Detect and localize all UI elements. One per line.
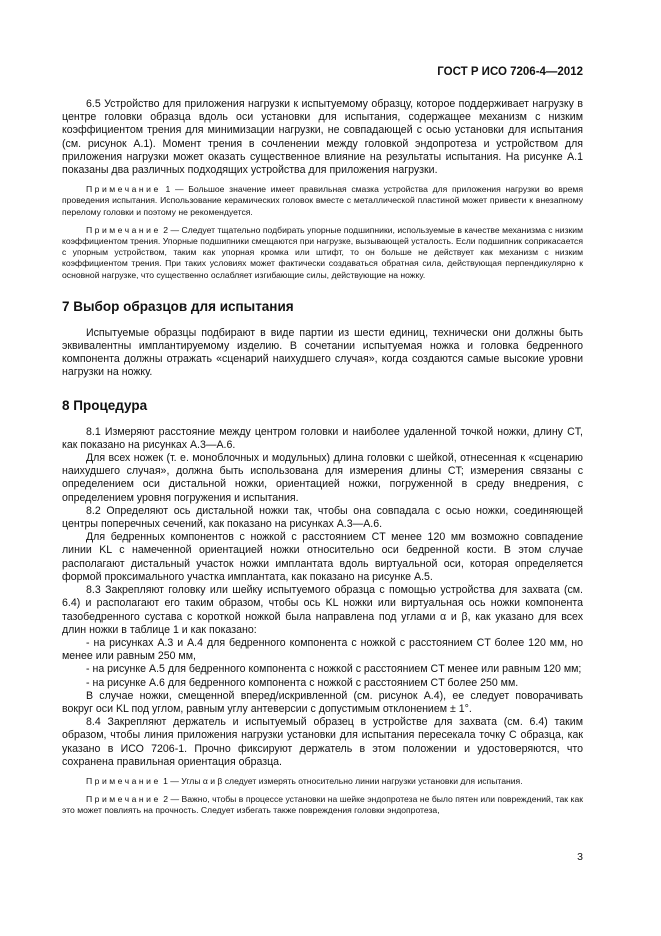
paragraph-7: Испытуемые образцы подбирают в виде партии из шести единиц, технически они должны быть эквивалентны имплантируемому изделию. В сочетании испытуемая ножка и головка бедренного компонента должны отражать «сценарий наихудшего случая», когда создаются самые высокие уровни нагрузки на ножку. [62,326,583,379]
paragraph-8-2-b: Для бедренных компонентов с ножкой с расстоянием CT менее 120 мм возможно совпадение линии KL с намеченной ориентацией ножки относительно оси бедренной кости. В этом случае располагают дистальный участок ножки имплантата вдоль виртуальной оси, которая определяется формой проксимального участка имплантата, как показано на рисунке А.5. [62,531,583,583]
note-text: 1 — Углы α и β следует измерять относительно линии нагрузки установки для испытания. [163,775,523,786]
note-1 [62,184,583,218]
paragraph-8-1: 8.1 Измеряют расстояние между центром головки и наиболее удаленной точкой ножки, длину CT, как показано на рисунках А.3—А.6. [62,425,583,451]
list-item: - на рисунке А.6 для бедренного компонента с ножкой с расстоянием CT более 250 мм. [86,676,519,689]
paragraph-8-3-b: В случае ножки, смещенной вперед/искривленной (см. рисунок А.4), ее следует поворачивать вокруг оси KL под углом, равным углу антеверсии с допустимым отклонением ± 1°. [62,689,583,715]
page-body [62,98,583,817]
section-8-heading: 8 Процедура [62,397,148,413]
document-header: ГОСТ Р ИСО 7206-4—2012 [437,66,583,78]
note-text: 2 — Важно, чтобы в процессе установки на шейке эндопротеза не было пятен или повреждений, так как это может повлиять на прочность. Следует избегать также повреждения головки эндопротеза, [62,794,584,816]
paragraph-6-5: 6.5 Устройство для приложения нагрузки к испытуемому образцу, которое поддерживает нагрузку в центре головки образца вдоль оси установки для испытания, содержащее механизм с низким коэффициентом трения для минимизации нагрузки, не совпадающей с осью установки для испытания (см. рисунок А.1). Момент трения в сочленении между головкой эндопротеза и устройством для приложения нагрузки может оказать существенное влияние на результаты испытания. На рисунке А.1 показаны два различных подходящих устройства для приложения нагрузки. [62,98,583,177]
note-2 [62,225,583,281]
note-text: 2 — Следует тщательно подбирать упорные подшипники, используемые в качестве механизма с низким коэффициентом трения. Упорные подшипники смещаются при нагрузке, вызывающей усталость. Если подшипник соприкасается с упорным устройством, таким как упорная кромка или штифт, то он больше не действует как механизм с низким коэффициентом трения. При таких условиях может фактически создаваться обратная сила, действующая перпендикулярно к основной нагрузке, что существенно ослабляет изгибающие силы, действующие на ножку. [62,224,584,280]
paragraph-8-1-b: Для всех ножек (т. е. моноблочных и модульных) длина головки с шейкой, отнесенная к «сценарию наихудшего случая», должна быть использована для измерения длины CT; измерения связаны с определением оси дистальной ножки, ориентацией ножки, погруженной в среду внедрения, с определением уровня погружения и испытания. [62,452,583,504]
note-label: Примечание [86,224,161,235]
note-3 [62,776,583,787]
list-item: - на рисунке А.5 для бедренного компонента с ножкой с расстоянием CT менее или равным 120 мм; [86,663,582,676]
note-label: Примечание [86,775,161,786]
note-4 [62,794,583,816]
paragraph-8-4: 8.4 Закрепляют держатель и испытуемый образец в устройстве для захвата (см. 6.4) таким образом, чтобы линия приложения нагрузки установки для испытания пересекала точку C образца, как указано в ИСО 7206-1. Прочно фиксируют держатель в этом положении и удостоверяются, что сохранена правильная ориентация образца. [62,716,583,768]
list-item: - на рисунках А.3 и А.4 для бедренного компонента с ножкой с расстоянием CT более 120 мм, но менее или равным 250 мм, [62,636,583,663]
section-7-heading: 7 Выбор образцов для испытания [62,298,294,314]
paragraph-8-3: 8.3 Закрепляют головку или шейку испытуемого образца с помощью устройства для захвата (см. 6.4) и располагают его таким образом, чтобы ось KL ножки или виртуальная ось ножки компонента тазобедренного сустава с короткой ножкой была направлена под углами α и β, как указано для всех длин ножки в таблице 1 и как показано: [62,584,583,636]
note-text: 1 — Большое значение имеет правильная смазка устройства для приложения нагрузки во время проведения испытания. Использование керамических головок вместе с металлической пластиной может привести к внезапному перелому головки и поэтому не рекомендуется. [62,184,583,217]
paragraph-8-2: 8.2 Определяют ось дистальной ножки так, чтобы она совпадала с осью ножки, соединяющей центры поперечных сечений, как показано на рисунках А.3—А.6. [62,504,583,531]
page-number: 3 [577,851,583,863]
note-label: Примечание [86,794,161,805]
note-label: Примечание [86,184,161,195]
